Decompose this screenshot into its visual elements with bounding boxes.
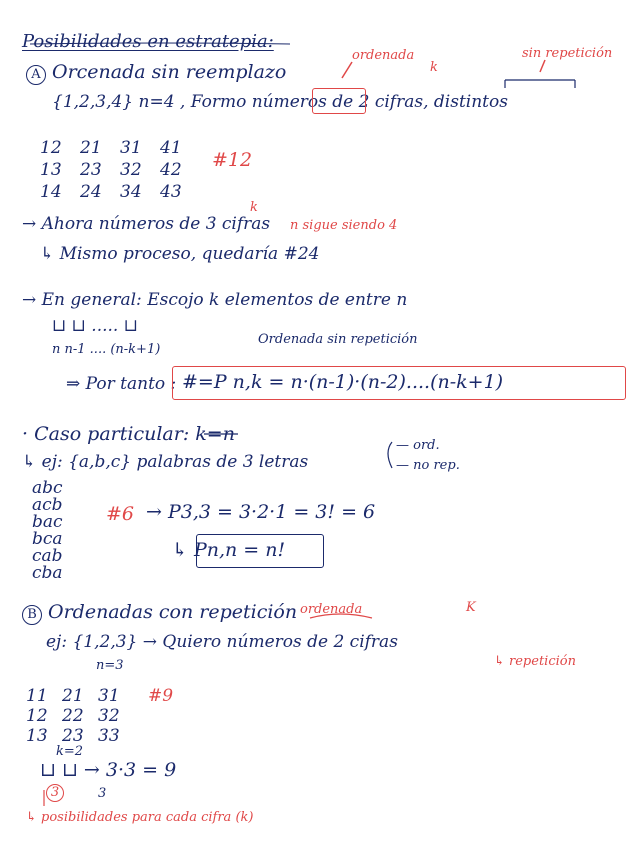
word-item: cab — [32, 546, 63, 566]
particular-heading: · Caso particular: k=n — [22, 423, 235, 445]
grid-cell: 21 — [62, 686, 84, 706]
grid-cell: 43 — [160, 182, 182, 202]
brace-curve — [388, 442, 392, 468]
general-heading: → En general: Escojo k elementos de entre n — [22, 290, 408, 310]
section-a-heading — [26, 62, 286, 85]
slot-value-1: 3 — [46, 784, 64, 802]
general-slots: ⊔ ⊔ ..... ⊔ — [52, 316, 138, 336]
grid-cell: 14 — [40, 182, 62, 202]
grid-cell: 23 — [62, 726, 84, 746]
section-b-example: ej: {1,2,3} → Quiero números de 2 cifras — [46, 632, 398, 652]
note-k: k — [430, 60, 438, 75]
word-item: cba — [32, 563, 63, 583]
grid-cell: 31 — [98, 686, 120, 706]
general-note: Ordenada sin repetición — [258, 332, 418, 347]
footer-note: ↳ posibilidades para cada cifra (k) — [26, 810, 254, 825]
count-a: #12 — [212, 149, 253, 171]
section-a-title: Orcenada sin reemplazo — [52, 61, 287, 83]
grid-cell: 34 — [120, 182, 142, 202]
section-b-heading — [22, 602, 297, 625]
grid-cell: 42 — [160, 160, 182, 180]
word-item: abc — [32, 478, 63, 498]
word-item: bca — [32, 529, 63, 549]
boxed-result: ↳ Pn,n = n! — [172, 539, 286, 561]
note-ordenada: ordenada — [352, 48, 415, 63]
slot-value-2: 3 — [98, 786, 107, 801]
arrow-ordenada — [342, 62, 352, 78]
grid-cell: 41 — [160, 138, 182, 158]
note-sin-repeticion: sin repetición — [522, 46, 613, 61]
line-mismo: ↳ Mismo proceso, quedaría #24 — [40, 244, 320, 264]
word-item: acb — [32, 495, 63, 515]
particular-result: → P3,3 = 3·2·1 = 3! = 6 — [146, 501, 376, 523]
k-label: k=2 — [56, 744, 84, 759]
grid-cell: 24 — [80, 182, 102, 202]
section-a-marker: A — [26, 65, 46, 85]
section-b-marker: B — [22, 605, 42, 625]
brace-note-ord: — ord. — [396, 438, 440, 453]
word-item: bac — [32, 512, 63, 532]
set-line: {1,2,3,4} n=4 , Formo números de 2 cifras, distintos — [52, 92, 508, 112]
grid-cell: 13 — [26, 726, 48, 746]
note-b-ordenada: ordenada — [300, 602, 363, 617]
grid-cell: 21 — [80, 138, 102, 158]
grid-cell: 31 — [120, 138, 142, 158]
grid-cell: 33 — [98, 726, 120, 746]
grid-cell: 23 — [80, 160, 102, 180]
general-slot-labels: n n-1 .... (n-k+1) — [52, 342, 161, 357]
note-b-k: K — [466, 600, 476, 615]
grid-cell: 32 — [98, 706, 120, 726]
grid-cell: 22 — [62, 706, 84, 726]
grid-cell: 32 — [120, 160, 142, 180]
note-k2: k — [250, 200, 258, 215]
brace-note-norep: — no rep. — [396, 458, 460, 473]
grid-cell: 13 — [40, 160, 62, 180]
section-b-n: n=3 — [96, 658, 124, 673]
section-b-title: Ordenadas con repetición — [48, 601, 298, 623]
count-particular: #6 — [106, 503, 135, 525]
numeros-box — [312, 88, 366, 114]
grid-cell: 12 — [26, 706, 48, 726]
note-n-sigue: n sigue siendo 4 — [290, 218, 398, 233]
page-title: Posibilidades en estratepia: — [22, 31, 274, 52]
bracket-distintos — [505, 80, 575, 88]
grid-cell: 12 — [40, 138, 62, 158]
count-b: #9 — [148, 686, 174, 706]
line-ahora: → Ahora números de 3 cifras — [22, 214, 271, 234]
note-b-rep: ↳ repetición — [494, 654, 576, 669]
general-formula: #=P n,k = n·(n-1)·(n-2)....(n-k+1) — [182, 371, 504, 393]
grid-cell: 11 — [26, 686, 48, 706]
por-tanto: ⇒ Por tanto : — [66, 374, 177, 394]
slots-line: ⊔ ⊔ → 3·3 = 9 — [40, 759, 177, 781]
particular-example: ↳ ej: {a,b,c} palabras de 3 letras — [22, 452, 309, 472]
